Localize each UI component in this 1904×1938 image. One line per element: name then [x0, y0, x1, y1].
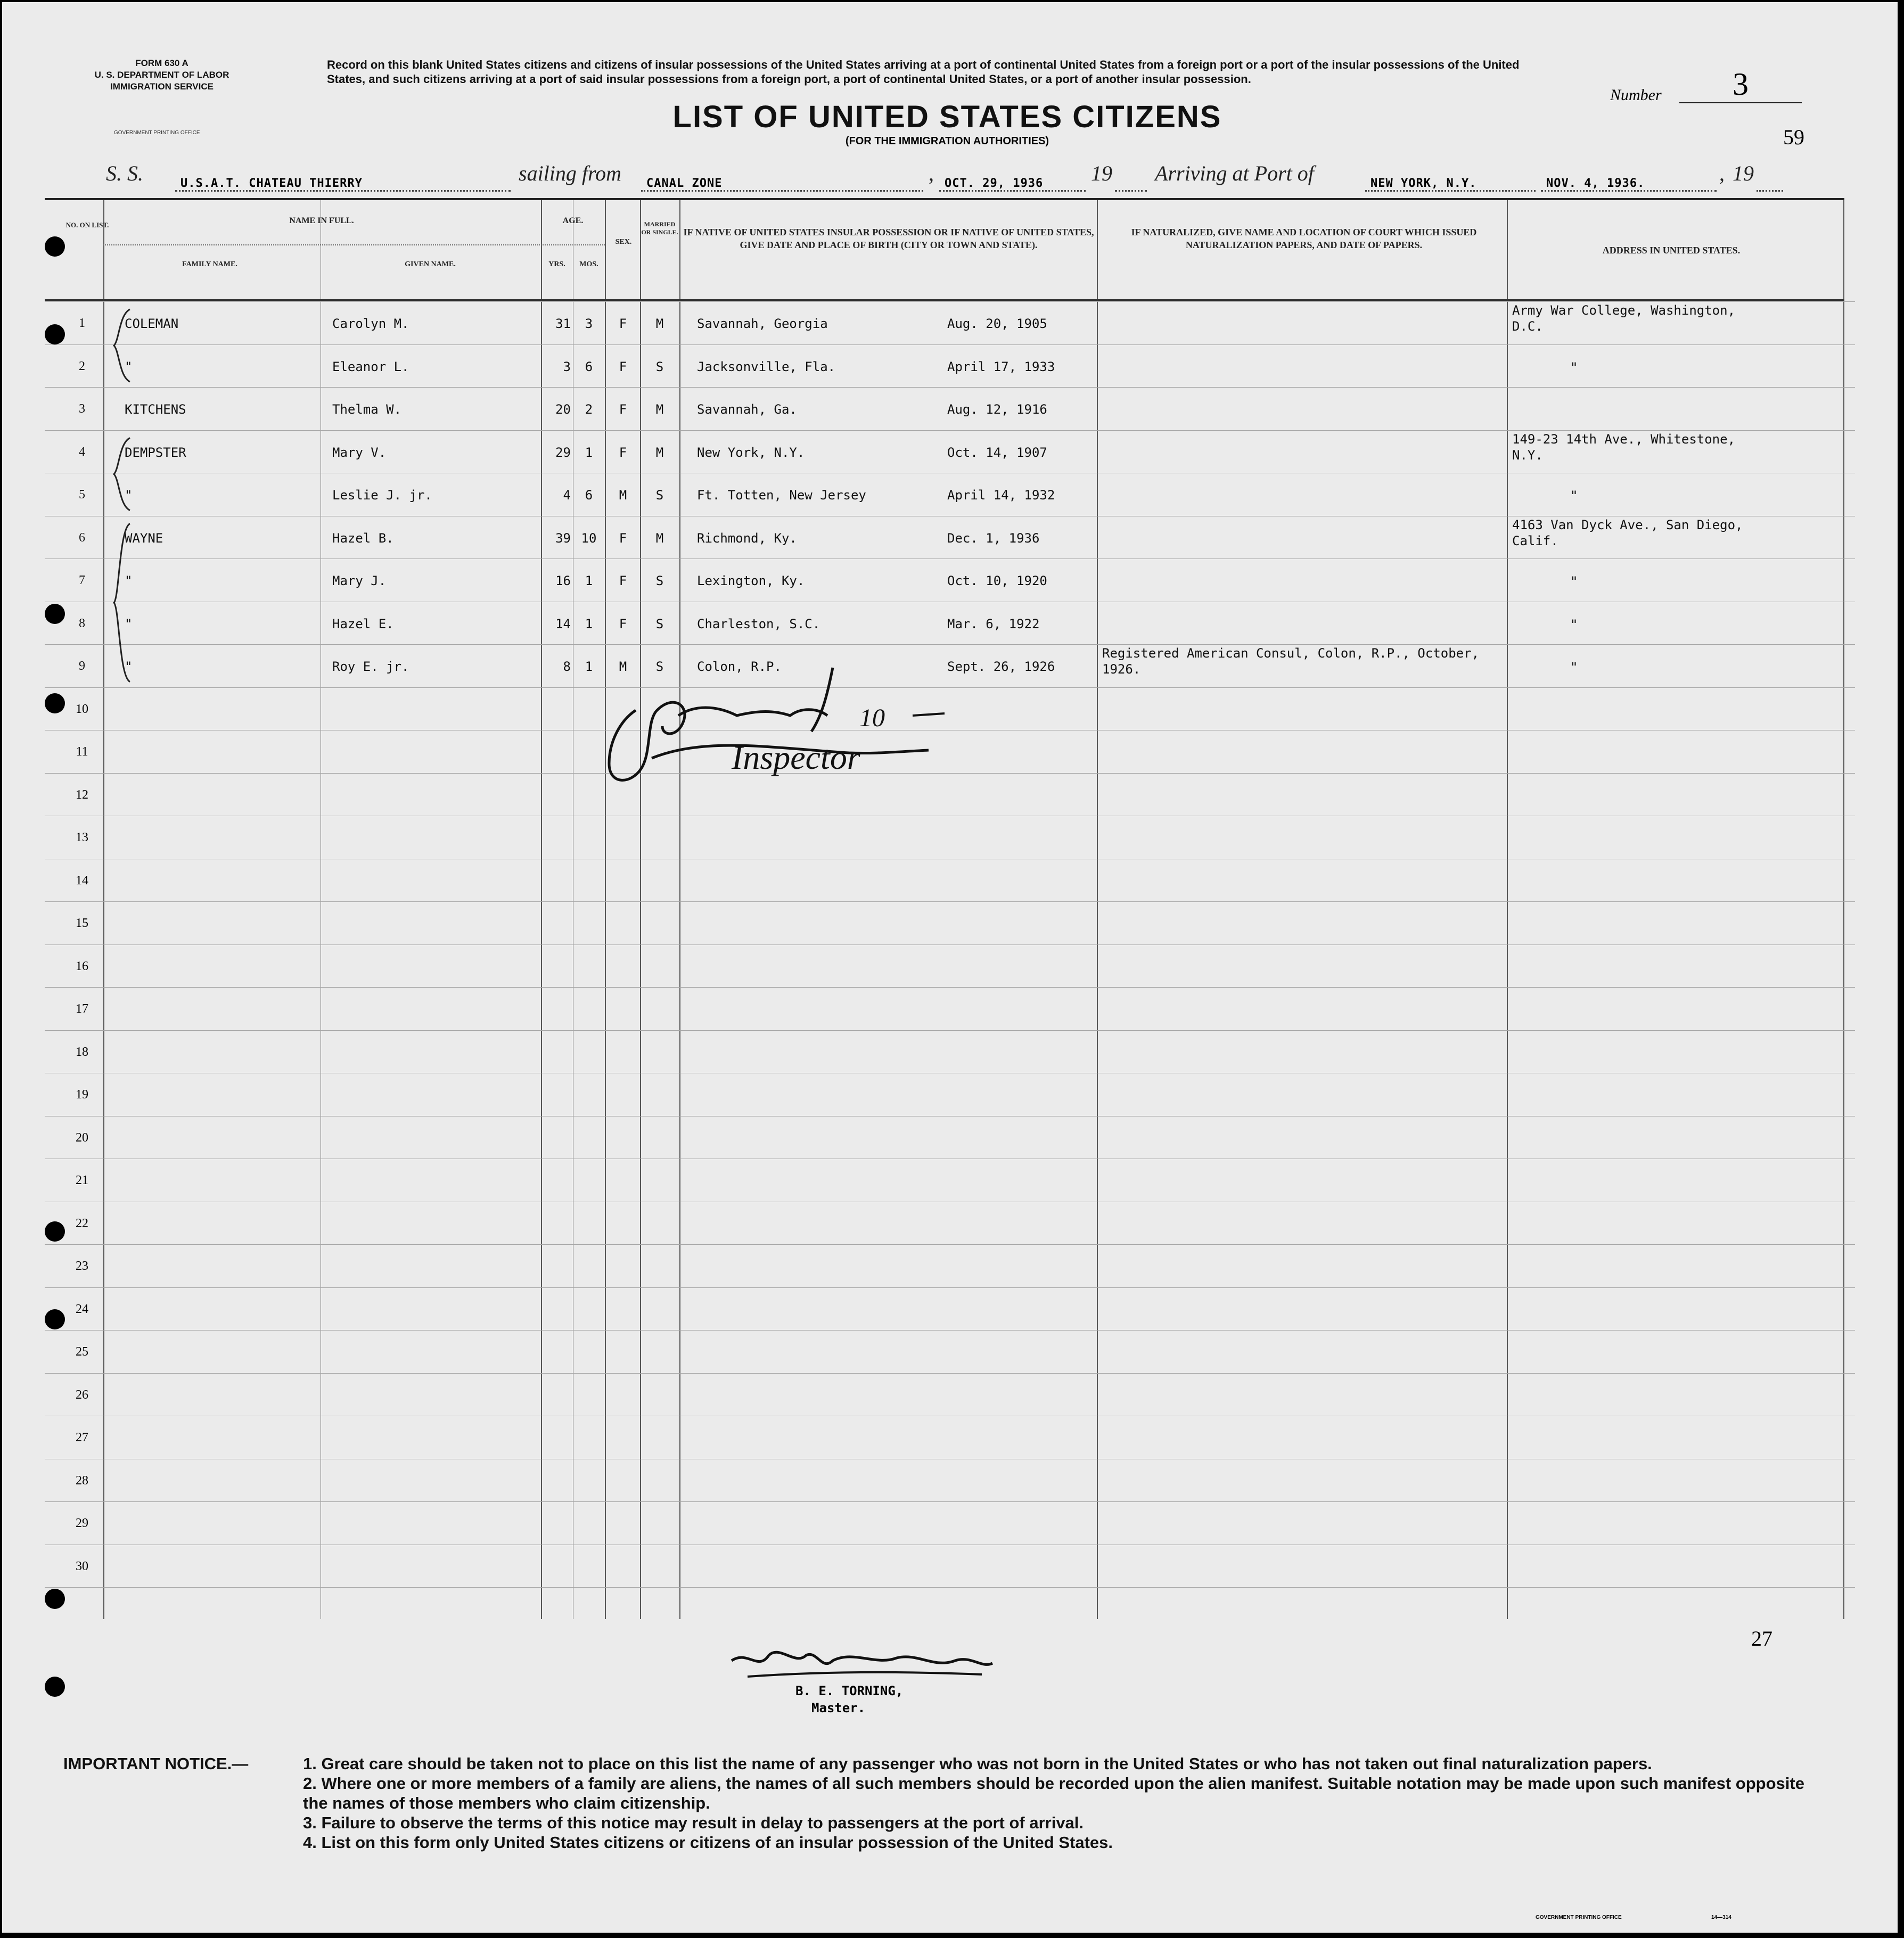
age-years-cell: 29 — [555, 445, 571, 460]
age-sub-rule — [541, 244, 605, 245]
row-rule — [45, 1244, 1855, 1245]
age-months-cell: 6 — [585, 359, 593, 374]
age-months-cell: 2 — [585, 402, 593, 417]
printing-office-note: GOVERNMENT PRINTING OFFICE — [114, 130, 200, 136]
column-rule — [1507, 200, 1508, 1619]
address-cell: " — [1570, 660, 1578, 675]
column-rule — [1843, 200, 1844, 1619]
inspector-title: Inspector — [732, 738, 860, 776]
row-number: 19 — [76, 1088, 88, 1102]
age-years-cell: 3 — [563, 359, 571, 374]
birthdate-cell: April 17, 1933 — [947, 359, 1055, 374]
family-name-cell: COLEMAN — [125, 316, 179, 331]
punch-hole — [45, 236, 65, 257]
family-name-cell: " — [125, 359, 133, 374]
birthplace-cell: Richmond, Ky. — [697, 531, 797, 546]
col-yrs-header: YRS. — [548, 260, 565, 268]
birthdate-cell: Mar. 6, 1922 — [947, 617, 1040, 631]
birthdate-cell: April 14, 1932 — [947, 488, 1055, 503]
manifest-sheet: FORM 630 A U. S. DEPARTMENT OF LABOR IMMIGRATION SERVICE GOVERNMENT PRINTING OFFICE Record on this blank United States citizens and citizens of insular possessions of the United States arriving at a port of continental United States from a foreign port or a port of the insular possessions of the United States, and such citizens arriving at a port of said insular possessions from a foreign port, a port of continental United States, or a port of another insular possession. Number 3 59 LIST OF UNITED STATES CITIZENS (FOR THE IMMIGRATION AUTHORITIES) S. S. U.S.A.T. CHATEAU THIERRY sailing from CANAL ZONE , OCT. 29, 1936 19 Arriving at Port of NEW YORK, N.Y. NOV. 4, 1936. , 19 NO. ON LIST. NAME IN FULL. FAMILY NAME. GIVEN NAME. AGE. YRS. MOS. SEX. MARRIED OR SINGLE. IF NATIVE OF UNITED STATES INSULAR POSSESSION OR IF NATIVE OF UNITED STATES, GIVE DATE AND PLACE OF BIRTH (CITY OR TOWN AND STATE). IF NATURALIZED, GIVE NAME AND LOCATION OF COURT WHICH ISSUED NATURALIZATION PAPERS, AND DATE OF PAPERS. ADDRESS IN UNITED STATES. 1 COLEMAN Carolyn M. 31 3 F M Savannah, Georgia Aug. 20, 1905 Army War College, Washington, D.C. 2 " Eleanor L. 3 6 F S Jacksonville, Fla. April 17, 1933 " 3 KITCHENS Thelma W. 20 2 F M Savannah, Ga. Aug. 12, 1916 4 DEMPSTER Mary V. 29 1 F M New York, N.Y. Oct. 14, 1907 149-23 14th Ave., Whitestone, N.Y. 5 " Leslie J. jr. 4 6 M S Ft. Totten, New Jersey April 14, 1932 " 6 WAYNE Hazel B. 39 10 F M Richmond, Ky. Dec. 1, 1936 4163 Van Dyck Ave., San Diego, Calif. 7 " Mary J. 16 1 F S Lexington, Ky. Oct. 10, 1920 " 8 " Hazel E. 14 1 F S Charleston, S.C. Mar. 6, 1922 " 9 " Roy E. jr. 8 1 M S Colon, R.P. Sept. 26, 1926 Registered American Consul, Colon, R.P., October, 1926. " 10 11 12 13 14 15 16 17 18 19 20 21 22 23 24 25 26 27 28 29 30 10 Inspector 27 B. E. TORNING, Master. IMPORTANT NOTICE.— 1. Great care should be taken not to place on this list the name of any passenger who was not born in the United States or who has not taken out final naturalization papers. 2. Where one or more members of a family are aliens, the names of all such members should be recorded upon the alien manifest. Suitable notation may be made upon such manifest opposite the names of those members who claim citizenship. 3. Failure to observe the terms of this notice may result in delay to passengers at the port of arrival. 4. List on this form only United States citizens or citizens of an insular possession of the United States. GOVERNMENT PRINTING OFFICE 14—314 — [2, 2, 1898, 1933]
sex-cell: F — [619, 402, 627, 417]
row-number: 22 — [76, 1217, 88, 1230]
given-name-cell: Roy E. jr. — [332, 659, 409, 674]
page-title: LIST OF UNITED STATES CITIZENS — [672, 100, 1222, 134]
year-label-2: 19 — [1733, 161, 1754, 185]
row-number: 2 — [79, 359, 85, 373]
column-rule — [1097, 200, 1098, 1619]
passenger-count: 27 — [1751, 1627, 1772, 1650]
port-of-departure: CANAL ZONE — [641, 177, 923, 192]
marital-status-cell: S — [655, 488, 664, 503]
family-name-cell: " — [125, 488, 133, 503]
address-cell: " — [1570, 617, 1578, 632]
row-number: 7 — [79, 573, 85, 587]
form-identification — [55, 58, 268, 93]
family-name-cell: DEMPSTER — [125, 445, 186, 460]
row-number: 4 — [79, 445, 85, 459]
birthdate-cell: Oct. 14, 1907 — [947, 445, 1047, 460]
birthdate-cell: Oct. 10, 1920 — [947, 573, 1047, 588]
service-name: IMMIGRATION SERVICE — [110, 81, 214, 92]
notice-item: 3. Failure to observe the terms of this notice may result in delay to passengers at the port of arrival. — [303, 1813, 1084, 1832]
row-number: 25 — [76, 1345, 88, 1359]
age-months-cell: 6 — [585, 488, 593, 503]
notice-lead: IMPORTANT NOTICE.— — [63, 1754, 249, 1773]
year-blank-2 — [1757, 177, 1783, 192]
arriving-label: Arriving at Port of — [1155, 161, 1314, 185]
row-rule — [45, 344, 1855, 345]
age-months-cell: 3 — [585, 316, 593, 331]
col-given-name-header: GIVEN NAME. — [405, 260, 456, 268]
col-married-header: MARRIED OR SINGLE. — [641, 220, 678, 236]
form-number: FORM 630 A — [135, 58, 188, 68]
age-months-cell: 1 — [585, 573, 593, 588]
col-family-name-header: FAMILY NAME. — [182, 260, 237, 268]
address-cell: " — [1570, 360, 1578, 375]
row-number: 21 — [76, 1173, 88, 1187]
master-signature — [726, 1639, 1003, 1687]
important-notice — [63, 1754, 1820, 1852]
birthplace-cell: Jacksonville, Fla. — [697, 359, 836, 374]
row-rule — [45, 987, 1855, 988]
column-rule — [679, 200, 680, 1619]
col-mos-header: MOS. — [579, 260, 598, 268]
col-address-header: ADDRESS IN UNITED STATES. — [1602, 245, 1741, 256]
row-rule — [45, 430, 1855, 431]
row-rule — [45, 1501, 1855, 1502]
number-label: Number — [1610, 86, 1662, 104]
naturalization-cell: Registered American Consul, Colon, R.P., October, 1926. — [1102, 646, 1480, 677]
family-name-cell: " — [125, 573, 133, 588]
row-rule — [45, 1287, 1855, 1288]
address-cell: Army War College, Washington, D.C. — [1512, 303, 1736, 334]
sex-cell: F — [619, 531, 627, 546]
given-name-cell: Hazel B. — [332, 531, 394, 546]
row-number: 13 — [76, 831, 88, 844]
birthplace-cell: Charleston, S.C. — [697, 617, 820, 631]
address-cell: 149-23 14th Ave., Whitestone, N.Y. — [1512, 432, 1736, 463]
row-number: 3 — [79, 402, 85, 416]
name-sub-rule — [103, 244, 540, 245]
given-name-cell: Hazel E. — [332, 617, 394, 631]
row-number: 18 — [76, 1045, 88, 1059]
marital-status-cell: M — [655, 445, 664, 460]
row-number: 28 — [76, 1474, 88, 1488]
page-subtitle: (FOR THE IMMIGRATION AUTHORITIES) — [845, 135, 1049, 147]
department-name: U. S. DEPARTMENT OF LABOR — [94, 70, 229, 80]
col-no-header: NO. ON LIST. — [65, 221, 109, 229]
inspector-annotation: 10 — [859, 704, 885, 732]
row-number: 15 — [76, 916, 88, 930]
birthdate-cell: Sept. 26, 1926 — [947, 659, 1055, 674]
sex-cell: F — [619, 359, 627, 374]
row-rule — [45, 1587, 1855, 1588]
header-rule — [45, 299, 1844, 301]
given-name-cell: Carolyn M. — [332, 316, 409, 331]
given-name-cell: Eleanor L. — [332, 359, 409, 374]
row-number: 24 — [76, 1302, 88, 1316]
marital-status-cell: S — [655, 617, 664, 631]
year-blank — [1115, 177, 1147, 192]
age-years-cell: 14 — [555, 617, 571, 631]
marital-status-cell: S — [655, 359, 664, 374]
row-number: 1 — [79, 316, 85, 330]
birthdate-cell: Dec. 1, 1936 — [947, 531, 1040, 546]
row-rule — [45, 1373, 1855, 1374]
sex-cell: F — [619, 445, 627, 460]
year-label: 19 — [1091, 161, 1112, 185]
row-number: 8 — [79, 617, 85, 630]
col-age-header: AGE. — [562, 216, 584, 225]
row-number: 12 — [76, 788, 88, 802]
master-title: Master. — [811, 1701, 866, 1715]
given-name-cell: Mary V. — [332, 445, 387, 460]
age-months-cell: 10 — [581, 531, 597, 546]
birthplace-cell: Colon, R.P. — [697, 659, 782, 674]
row-number: 27 — [76, 1431, 88, 1444]
preamble-text: Record on this blank United States citizens and citizens of insular possessions of the United States arriving at a port of continental United States from a foreign port or a port of the insular possessions of the United States, and such citizens arriving at a port of said insular possessions from a foreign port, a port of continental United States, or a port of another insular possession. — [327, 58, 1520, 86]
row-rule — [45, 644, 1855, 645]
age-years-cell: 39 — [555, 531, 571, 546]
ss-label: S. S. — [106, 161, 143, 185]
birthdate-cell: Aug. 12, 1916 — [947, 402, 1047, 417]
row-number: 14 — [76, 874, 88, 888]
master-name: B. E. TORNING, — [795, 1684, 904, 1698]
punch-hole — [45, 1677, 65, 1697]
family-name-cell: KITCHENS — [125, 402, 186, 417]
list-number: 3 — [1679, 65, 1802, 103]
row-number: 6 — [79, 531, 85, 545]
age-months-cell: 1 — [585, 445, 593, 460]
ship-name: U.S.A.T. CHATEAU THIERRY — [175, 177, 511, 192]
page-number: 59 — [1783, 125, 1804, 149]
given-name-cell: Leslie J. jr. — [332, 488, 432, 503]
age-years-cell: 20 — [555, 402, 571, 417]
address-cell: " — [1570, 574, 1578, 589]
address-cell: " — [1570, 488, 1578, 503]
birthplace-cell: Ft. Totten, New Jersey — [697, 488, 866, 503]
birthplace-cell: Lexington, Ky. — [697, 573, 805, 588]
row-number: 20 — [76, 1131, 88, 1145]
row-rule — [45, 901, 1855, 902]
col-name-header: NAME IN FULL. — [289, 216, 354, 225]
row-rule — [45, 1330, 1855, 1331]
age-years-cell: 16 — [555, 573, 571, 588]
sailing-from-label: sailing from — [519, 161, 621, 185]
row-number: 17 — [76, 1002, 88, 1016]
row-number: 5 — [79, 488, 85, 502]
row-number: 26 — [76, 1388, 88, 1402]
marital-status-cell: S — [655, 659, 664, 674]
port-of-arrival: NEW YORK, N.Y. — [1365, 177, 1536, 192]
col-naturalized-header: IF NATURALIZED, GIVE NAME AND LOCATION OF COURT WHICH ISSUED NATURALIZATION PAPERS, AND DATE OF PAPERS. — [1131, 227, 1477, 250]
birthdate-cell: Aug. 20, 1905 — [947, 316, 1047, 331]
row-number: 10 — [76, 702, 88, 716]
notice-item: 1. Great care should be taken not to place on this list the name of any passenger who was not born in the United States or who has not taken out final naturalization papers. — [303, 1754, 1652, 1773]
sex-cell: F — [619, 617, 627, 631]
age-months-cell: 1 — [585, 617, 593, 631]
age-years-cell: 4 — [563, 488, 571, 503]
given-name-cell: Mary J. — [332, 573, 387, 588]
age-years-cell: 8 — [563, 659, 571, 674]
sex-cell: M — [619, 659, 627, 674]
sex-cell: F — [619, 316, 627, 331]
row-number: 30 — [76, 1559, 88, 1573]
marital-status-cell: M — [655, 316, 664, 331]
sex-cell: F — [619, 573, 627, 588]
arrival-date: NOV. 4, 1936. — [1541, 177, 1717, 192]
address-cell: 4163 Van Dyck Ave., San Diego, Calif. — [1512, 518, 1743, 548]
notice-item: 2. Where one or more members of a family are aliens, the names of all such members should be recorded upon the alien manifest. Suitable notation may be made upon such manifest opposite the names of those members who claim citizenship. — [303, 1774, 1804, 1812]
marital-status-cell: S — [655, 573, 664, 588]
row-number: 29 — [76, 1516, 88, 1530]
row-rule — [45, 1030, 1855, 1031]
row-number: 23 — [76, 1259, 88, 1273]
family-bracket-marks — [109, 301, 141, 698]
family-name-cell: " — [125, 617, 133, 631]
footer-printing-office: GOVERNMENT PRINTING OFFICE — [1536, 1915, 1622, 1920]
row-number: 11 — [76, 745, 88, 759]
marital-status-cell: M — [655, 402, 664, 417]
col-birthplace-header: IF NATIVE OF UNITED STATES INSULAR POSSESSION OR IF NATIVE OF UNITED STATES, GIVE DATE AND PLACE OF BIRTH (CITY OR TOWN AND STATE). — [683, 227, 1094, 250]
inspector-signature — [598, 657, 1024, 795]
col-sex-header: SEX. — [615, 238, 632, 246]
row-rule — [45, 387, 1855, 388]
notice-item: 4. List on this form only United States citizens or citizens of an insular possession of the United States. — [303, 1833, 1113, 1852]
birthplace-cell: New York, N.Y. — [697, 445, 805, 460]
family-name-cell: " — [125, 659, 133, 674]
age-years-cell: 31 — [555, 316, 571, 331]
footer-form-code: 14—314 — [1711, 1915, 1731, 1920]
row-number: 9 — [79, 659, 85, 673]
row-number: 16 — [76, 959, 88, 973]
family-name-cell: WAYNE — [125, 531, 163, 546]
punch-hole — [45, 1589, 65, 1609]
birthplace-cell: Savannah, Georgia — [697, 316, 828, 331]
row-rule — [45, 301, 1855, 302]
birthplace-cell: Savannah, Ga. — [697, 402, 797, 417]
age-months-cell: 1 — [585, 659, 593, 674]
given-name-cell: Thelma W. — [332, 402, 402, 417]
table-top-rule — [45, 198, 1844, 200]
sex-cell: M — [619, 488, 627, 503]
departure-date: OCT. 29, 1936 — [939, 177, 1086, 192]
marital-status-cell: M — [655, 531, 664, 546]
